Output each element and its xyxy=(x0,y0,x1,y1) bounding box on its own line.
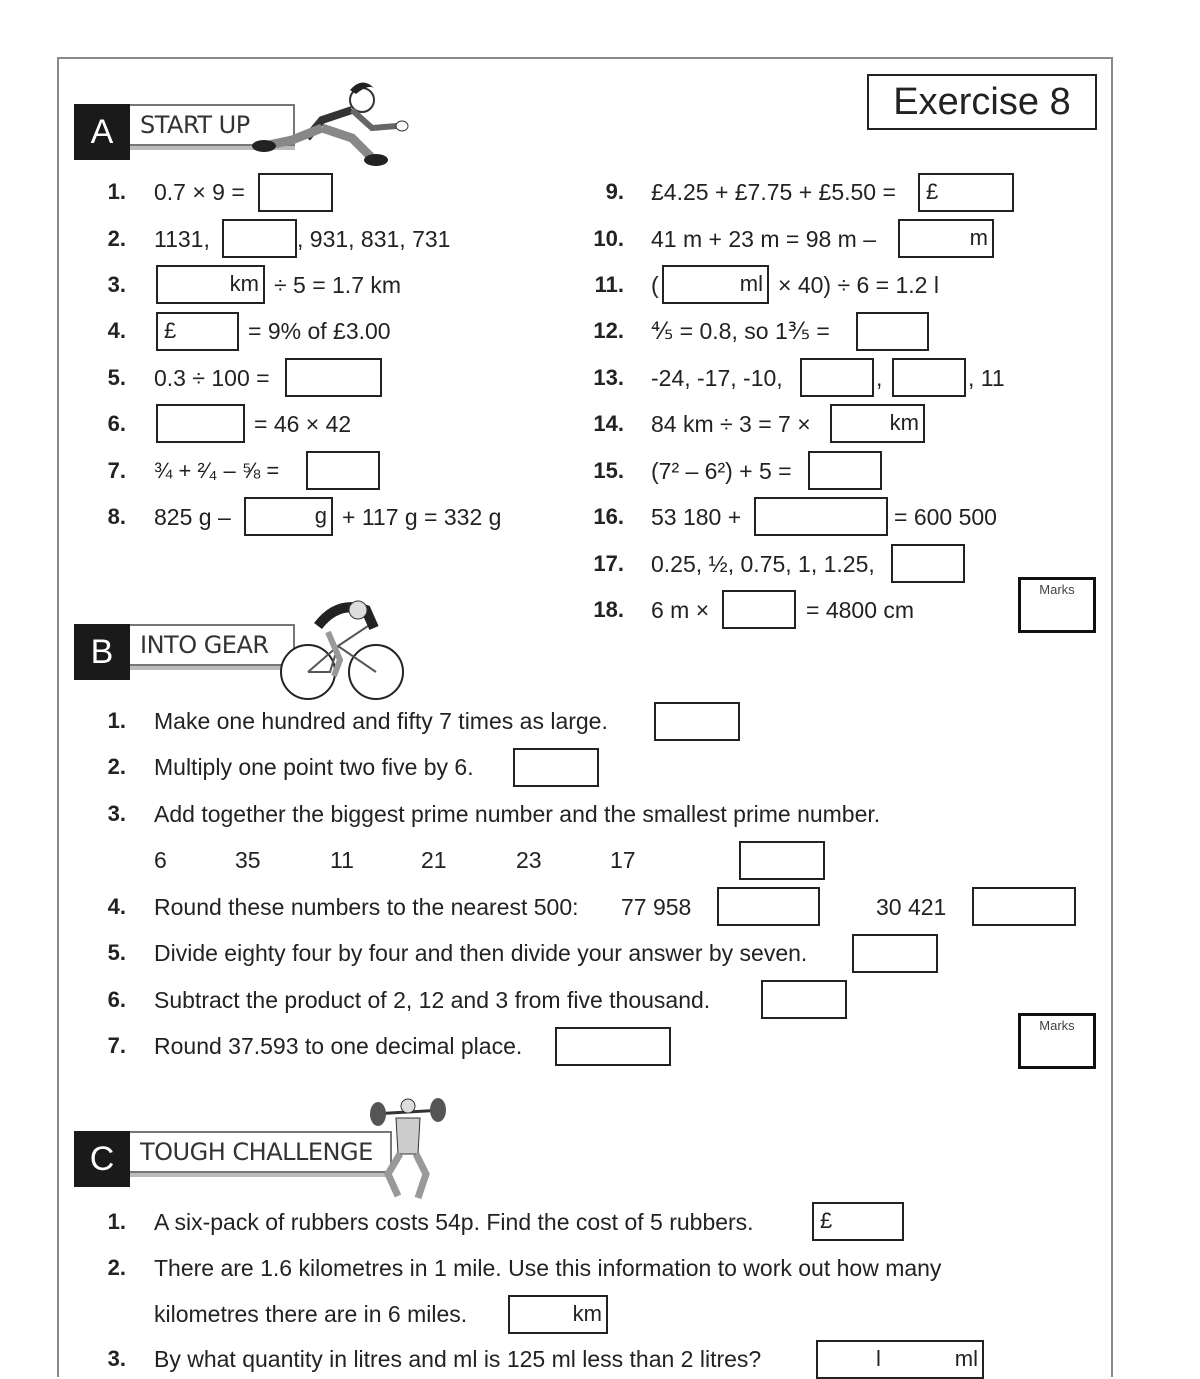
question-number: 3. xyxy=(107,272,126,297)
answer-box[interactable] xyxy=(156,312,239,351)
answer-box[interactable] xyxy=(891,544,965,583)
answer-box[interactable] xyxy=(800,358,874,397)
section-b-letter: B xyxy=(74,624,130,680)
question-text: There are 1.6 kilometres in 1 mile. Use this information to work out how many xyxy=(154,1255,942,1281)
answer-box[interactable] xyxy=(816,1340,984,1379)
answer-box[interactable] xyxy=(222,219,297,258)
unit-label: km xyxy=(889,410,919,435)
question-text: Round these numbers to the nearest 500: xyxy=(154,894,579,920)
question-text: 41 m + 23 m = 98 m – xyxy=(651,226,877,252)
unit-label: km xyxy=(572,1301,602,1326)
question-text: = 46 × 42 xyxy=(254,411,352,437)
question-text: ⅘ = 0.8, so 1⅗ = xyxy=(651,318,830,344)
question-number: 6. xyxy=(107,411,126,436)
unit-label: g xyxy=(314,503,327,528)
question-text: 6 m × xyxy=(651,597,710,623)
prime-option: 23 xyxy=(516,847,542,873)
question-number: 13. xyxy=(593,365,624,390)
weightlifter-icon xyxy=(366,1096,450,1204)
section-b-title: INTO GEAR xyxy=(130,624,295,666)
answer-box[interactable] xyxy=(722,590,796,629)
question-number: 12. xyxy=(593,318,624,343)
question-text: × 40) ÷ 6 = 1.2 l xyxy=(778,272,939,298)
question-number: 8. xyxy=(107,504,126,529)
answer-box[interactable] xyxy=(508,1295,608,1334)
question-number: 5. xyxy=(107,940,126,965)
unit-label: m xyxy=(969,225,988,250)
question-number: 14. xyxy=(593,411,624,436)
question-number: 18. xyxy=(593,597,624,622)
prime-option: 11 xyxy=(330,847,354,873)
question-text: 0.3 ÷ 100 = xyxy=(154,365,270,391)
answer-box[interactable] xyxy=(662,265,769,304)
question-text: ¾ + ²⁄₄ – ⅝ = xyxy=(154,458,280,483)
question-text: , 11 xyxy=(968,365,1005,391)
answer-box[interactable] xyxy=(852,934,938,973)
question-number: 4. xyxy=(107,318,126,343)
question-number: 3. xyxy=(107,801,126,826)
question-number: 7. xyxy=(107,1033,126,1058)
answer-box[interactable] xyxy=(892,358,966,397)
answer-box[interactable] xyxy=(754,497,888,536)
prime-option: 17 xyxy=(610,847,636,873)
question-number: 4. xyxy=(107,894,126,919)
currency-prefix: £ xyxy=(164,318,177,343)
answer-box[interactable] xyxy=(555,1027,671,1066)
question-number: 3. xyxy=(107,1346,126,1371)
answer-box[interactable] xyxy=(918,173,1014,212)
question-number: 9. xyxy=(605,179,624,204)
prime-option: 21 xyxy=(421,847,447,873)
question-text: ÷ 5 = 1.7 km xyxy=(274,272,402,298)
answer-box[interactable] xyxy=(972,887,1076,926)
question-text: A six-pack of rubbers costs 54p. Find the cost of 5 rubbers. xyxy=(154,1209,754,1235)
answer-box[interactable] xyxy=(156,404,245,443)
question-text: , 931, 831, 731 xyxy=(297,226,451,252)
unit-label: ml xyxy=(954,1346,978,1371)
question-text: = 600 500 xyxy=(894,504,997,530)
question-text: 825 g – xyxy=(154,504,231,530)
unit-label: km xyxy=(229,271,259,296)
question-number: 5. xyxy=(107,365,126,390)
marks-box-b[interactable]: Marks xyxy=(1018,1013,1096,1069)
question-number: 2. xyxy=(107,1255,126,1280)
question-text-continued: kilometres there are in 6 miles. xyxy=(154,1301,468,1327)
prime-option: 6 xyxy=(154,847,167,873)
running-man-icon xyxy=(252,78,412,170)
question-text: Make one hundred and fifty 7 times as large. xyxy=(154,708,608,734)
question-number: 1. xyxy=(107,1209,126,1234)
round-value: 30 421 xyxy=(876,894,947,920)
section-a-letter: A xyxy=(74,104,130,160)
answer-box[interactable] xyxy=(812,1202,904,1241)
answer-box[interactable] xyxy=(285,358,382,397)
round-value: 77 958 xyxy=(621,894,692,920)
currency-prefix: £ xyxy=(926,179,939,204)
prime-option: 35 xyxy=(235,847,261,873)
question-text: (7² – 6²) + 5 = xyxy=(651,458,792,484)
question-text: + 117 g = 332 g xyxy=(342,504,502,530)
question-text: = 9% of £3.00 xyxy=(248,318,391,344)
question-number: 15. xyxy=(593,458,624,483)
question-text: By what quantity in litres and ml is 125 ml less than 2 litres? xyxy=(154,1346,762,1372)
section-a-title: START UP xyxy=(130,104,295,146)
cyclist-icon xyxy=(278,596,408,702)
question-text: 1131, xyxy=(154,226,210,252)
question-number: 11. xyxy=(594,272,624,297)
question-text: 0.7 × 9 = xyxy=(154,179,245,205)
answer-box[interactable] xyxy=(654,702,740,741)
question-text: Multiply one point two five by 6. xyxy=(154,754,474,780)
unit-label: ml xyxy=(739,271,763,296)
answer-box[interactable] xyxy=(808,451,882,490)
question-number: 1. xyxy=(107,179,126,204)
question-text: ( xyxy=(651,272,659,298)
separator-comma: , xyxy=(876,365,883,391)
question-text: Round 37.593 to one decimal place. xyxy=(154,1033,523,1059)
answer-box[interactable] xyxy=(761,980,847,1019)
unit-label: l xyxy=(876,1346,881,1371)
question-number: 1. xyxy=(107,708,126,733)
answer-box[interactable] xyxy=(830,404,925,443)
answer-box[interactable] xyxy=(306,451,380,490)
answer-box[interactable] xyxy=(717,887,820,926)
section-c-title: TOUGH CHALLENGE xyxy=(130,1131,392,1173)
question-number: 6. xyxy=(107,987,126,1012)
answer-box[interactable] xyxy=(156,265,265,304)
marks-box-a[interactable]: Marks xyxy=(1018,577,1096,633)
question-text: -24, -17, -10, xyxy=(651,365,783,391)
exercise-title: Exercise 8 xyxy=(867,74,1097,130)
question-text: £4.25 + £7.75 + £5.50 = xyxy=(651,179,896,205)
question-number: 2. xyxy=(107,754,126,779)
question-text: 53 180 + xyxy=(651,504,742,530)
answer-box[interactable] xyxy=(258,173,333,212)
question-text: 0.25, ½, 0.75, 1, 1.25, xyxy=(651,551,875,577)
section-c-letter: C xyxy=(74,1131,130,1187)
answer-box[interactable] xyxy=(898,219,994,258)
question-text: = 4800 cm xyxy=(806,597,915,623)
question-number: 7. xyxy=(107,458,126,483)
question-number: 10. xyxy=(593,226,624,251)
question-number: 17. xyxy=(593,551,624,576)
question-text: Divide eighty four by four and then divide your answer by seven. xyxy=(154,940,808,966)
answer-box[interactable] xyxy=(739,841,825,880)
question-text: Add together the biggest prime number and the smallest prime number. xyxy=(154,801,881,827)
answer-box[interactable] xyxy=(513,748,599,787)
currency-prefix: £ xyxy=(820,1208,833,1233)
question-text: 84 km ÷ 3 = 7 × xyxy=(651,411,811,437)
question-number: 16. xyxy=(593,504,624,529)
question-number: 2. xyxy=(107,226,126,251)
answer-box[interactable] xyxy=(856,312,929,351)
answer-box[interactable] xyxy=(244,497,333,536)
question-text: Subtract the product of 2, 12 and 3 from five thousand. xyxy=(154,987,711,1013)
